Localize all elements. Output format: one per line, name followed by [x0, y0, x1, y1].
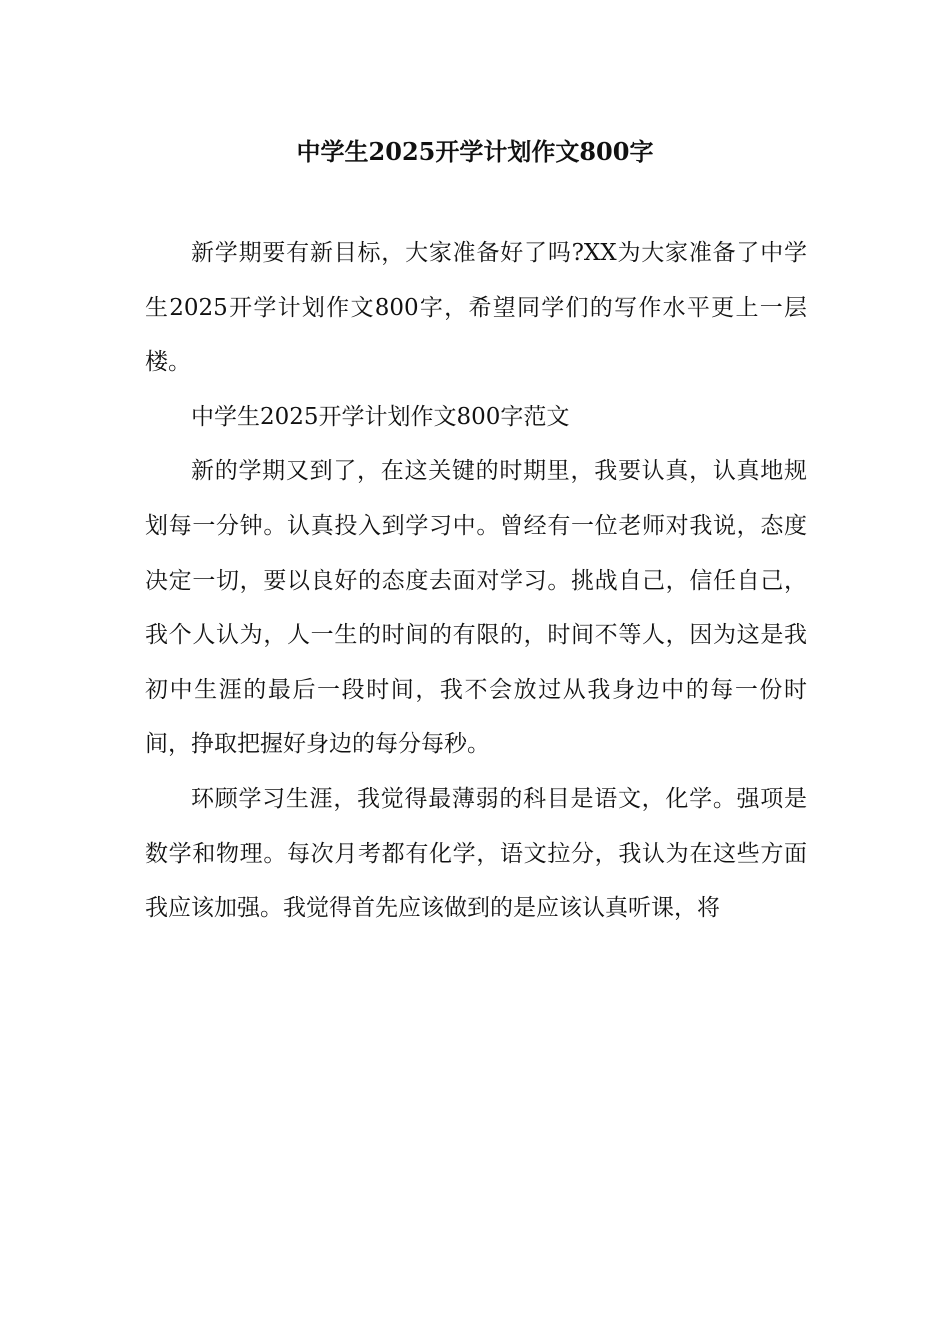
body-paragraph: 新的学期又到了，在这关键的时期里，我要认真，认真地规划每一分钟。认真投入到学习中。曾经有一位老师对我说，态度决定一切，要以良好的态度去面对学习。挑战自己，信任自己，我个人认为，人一生的时间的有限的，时间不等人，因为这是我初中生涯的最后一段时间，我不会放过从我身边中的每一份时间，挣取把握好身边的每分每秒。	[145, 458, 807, 758]
section-heading: 中学生2025开学计划作文800字范文	[191, 403, 570, 430]
document-title: 中学生2025开学计划作文800字	[296, 137, 654, 166]
body-paragraph: 环顾学习生涯，我觉得最薄弱的科目是语文，化学。强项是数学和物理。每次月考都有化学，语文拉分，我认为在这些方面我应该加强。我觉得首先应该做到的是应该认真听课，将	[145, 785, 807, 922]
document-body	[145, 226, 807, 936]
intro-paragraph: 新学期要有新目标，大家准备好了吗?XX为大家准备了中学生2025开学计划作文800字，希望同学们的写作水平更上一层楼。	[145, 240, 807, 376]
